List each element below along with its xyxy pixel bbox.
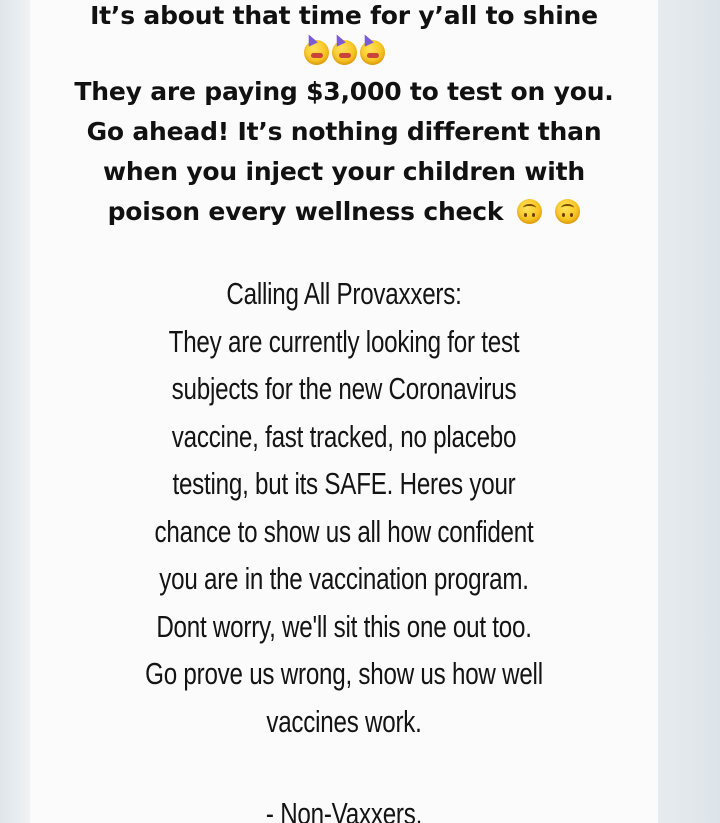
post-caption (30, 0, 658, 232)
caption-line-1: It’s about that time for y’all to shine (90, 1, 598, 30)
quote-line: chance to show us all how confident (154, 513, 534, 549)
caption-line-5 (30, 192, 658, 232)
emoji-row (30, 32, 658, 72)
quote-line: vaccines work. (266, 703, 422, 739)
caption-line-3: Go ahead! It’s nothing different than (86, 117, 602, 146)
quote-line: vaccine, fast tracked, no placebo (171, 418, 517, 454)
caption-line-4: when you inject your children with (102, 157, 586, 186)
upside-down-face-icon (517, 199, 542, 224)
caption-line-5-text: poison every wellness check (107, 197, 504, 226)
quote-line: They are currently looking for test (168, 323, 520, 359)
quote-signature: - Non-Vaxxers. (265, 796, 423, 823)
quoted-image-text (30, 270, 658, 823)
quote-line: subjects for the new Coronavirus (171, 371, 517, 406)
caption-line-2: They are paying $3,000 to test on you. (74, 77, 614, 106)
quote-line: Go prove us wrong, show us how well (145, 656, 543, 691)
partying-face-icon (332, 40, 357, 65)
quote-line: you are in the vaccination program. (159, 561, 529, 596)
quote-spacer (30, 745, 658, 792)
quote-line: Calling All Provaxxers: (226, 276, 462, 311)
post-card (30, 0, 658, 823)
upside-down-face-icon (555, 199, 580, 224)
partying-face-icon (360, 40, 385, 65)
partying-face-icon (304, 40, 329, 65)
quote-line: Dont worry, we'll sit this one out too. (156, 608, 532, 644)
quote-line: testing, but its SAFE. Heres your (172, 466, 516, 501)
